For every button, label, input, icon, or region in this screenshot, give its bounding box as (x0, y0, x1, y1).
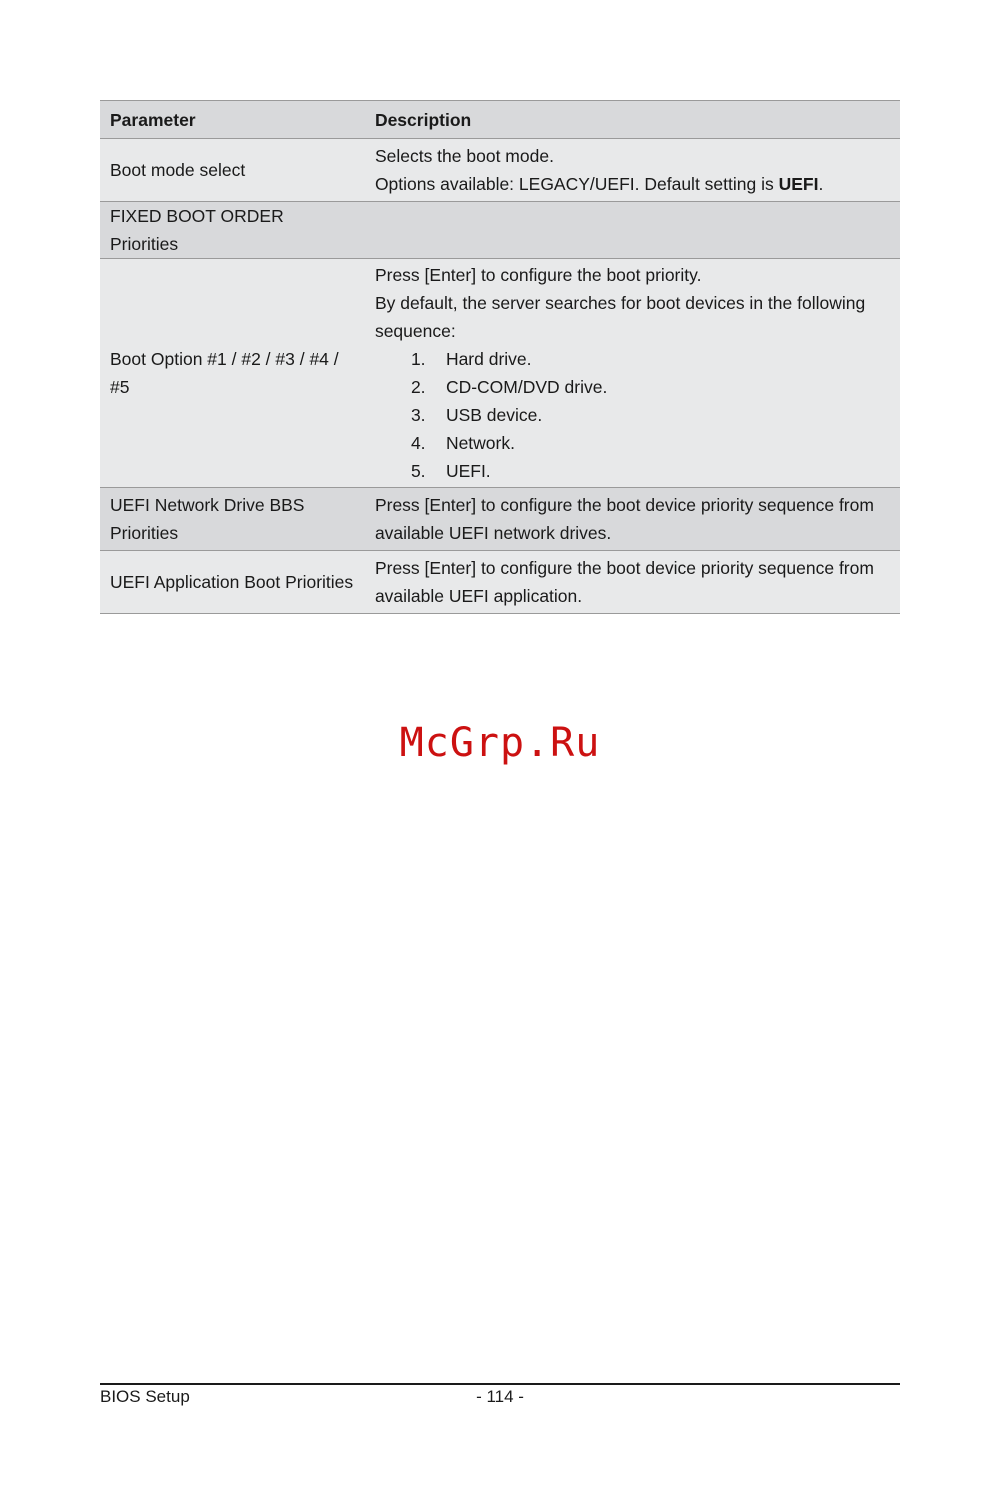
list-text: UEFI. (445, 461, 491, 481)
section-cell: FIXED BOOT ORDER Priorities (100, 202, 365, 259)
table-row-fixed-boot-order (100, 202, 900, 259)
list-number: 5. (410, 461, 426, 481)
list-item (411, 401, 890, 429)
footer-section-title: BIOS Setup (100, 1387, 190, 1406)
description-text: . (818, 174, 824, 194)
page-number: - 114 - (476, 1387, 524, 1406)
parameter-cell: UEFI Application Boot Priorities (100, 551, 365, 614)
description-cell: Press [Enter] to configure the boot device priority sequence from available UEFI network drives. (365, 488, 900, 551)
description-cell (365, 259, 900, 488)
boot-sequence-list (375, 345, 890, 485)
list-item (411, 373, 890, 401)
description-line (375, 170, 890, 198)
list-item (411, 457, 890, 485)
list-text: Hard drive. (445, 349, 532, 369)
empty-cell (365, 202, 900, 259)
footer-divider (100, 1383, 900, 1385)
list-number: 2. (410, 377, 426, 397)
table-row-boot-mode (100, 139, 900, 202)
list-text: CD-COM/DVD drive. (445, 377, 608, 397)
description-column-header: Description (365, 101, 900, 139)
table-row-uefi-application (100, 551, 900, 614)
list-number: 4. (410, 433, 426, 453)
description-cell: Press [Enter] to configure the boot device priority sequence from available UEFI application. (365, 551, 900, 614)
parameter-cell: Boot Option #1 / #2 / #3 / #4 / #5 (100, 259, 365, 488)
list-item (411, 345, 890, 373)
list-text: USB device. (445, 405, 543, 425)
parameter-table (100, 100, 900, 614)
description-cell (365, 139, 900, 202)
list-number: 1. (410, 349, 426, 369)
list-text: Network. (445, 433, 515, 453)
parameter-cell: UEFI Network Drive BBS Priorities (100, 488, 365, 551)
list-number: 3. (410, 405, 426, 425)
list-item (411, 429, 890, 457)
description-line: Press [Enter] to configure the boot priority. (374, 265, 702, 285)
table-row-uefi-network (100, 488, 900, 551)
description-line: Selects the boot mode. (374, 146, 554, 166)
default-value: UEFI (778, 174, 819, 194)
table-row-boot-option (100, 259, 900, 488)
watermark-text: McGrp.Ru (399, 720, 601, 766)
description-line: By default, the server searches for boot devices in the following sequence: (374, 293, 866, 341)
parameter-cell: Boot mode select (100, 139, 365, 202)
description-text: Options available: LEGACY/UEFI. Default setting is (374, 174, 779, 194)
table-header-row (100, 101, 900, 139)
parameter-column-header: Parameter (100, 101, 365, 139)
